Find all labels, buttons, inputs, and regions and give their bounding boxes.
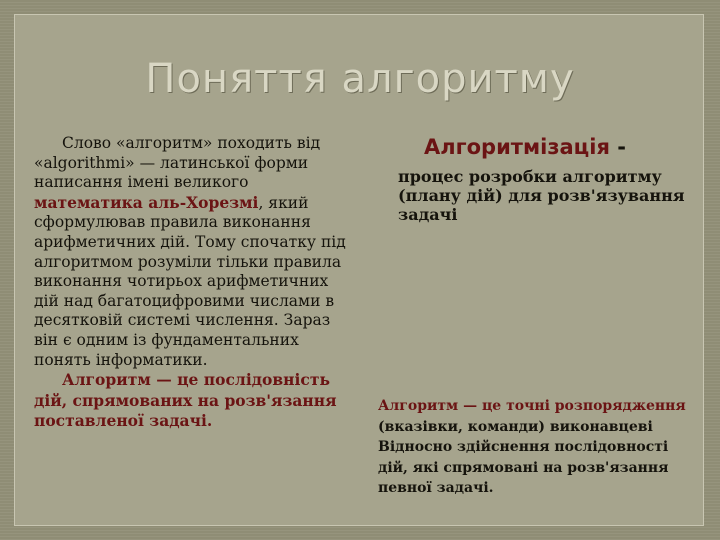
- precise-definition-highlight: Алгоритм — це точні розпорядження: [378, 398, 686, 414]
- etymology-text-start: Слово «алгоритм» походить від «algorithmi» — латинської форми написання імені великого: [34, 134, 321, 192]
- paragraph-definition: [34, 370, 352, 432]
- algorithmization-heading: [398, 134, 698, 160]
- algorithm-precise-definition: [378, 396, 694, 499]
- etymology-text-end: , який сформулював правила виконання арифметичних дій. Тому спочатку під алгоритмом розуміли тільки правила виконання чотирьох арифметичних дій над багатоцифровими числами в десятковій системі числення. Зараз він є одним із фундаментальних понять інформатики.: [34, 193, 346, 369]
- algorithmization-definition: процес розробки алгоритму (плану дій) для розв'язування задачі: [398, 167, 685, 224]
- algorithmization-block: [398, 134, 698, 224]
- al-khwarizmi-highlight: математика аль-Хорезмі: [34, 192, 259, 212]
- paragraph-etymology: [34, 134, 352, 370]
- precise-definition-rest: (вказівки, команди) виконавцеві Відносно здійснення послідовності дій, які спрямовані на розв'язання певної задачі.: [378, 418, 669, 496]
- algorithm-definition: Алгоритм — це послідовність дій, спрямованих на розв'язання поставленої задачі.: [34, 370, 337, 431]
- left-text-block: [34, 134, 352, 432]
- slide-title: Поняття алгоритму: [145, 56, 575, 102]
- heading-dash: -: [609, 135, 626, 159]
- algorithmization-term: Алгоритмізація: [424, 135, 610, 159]
